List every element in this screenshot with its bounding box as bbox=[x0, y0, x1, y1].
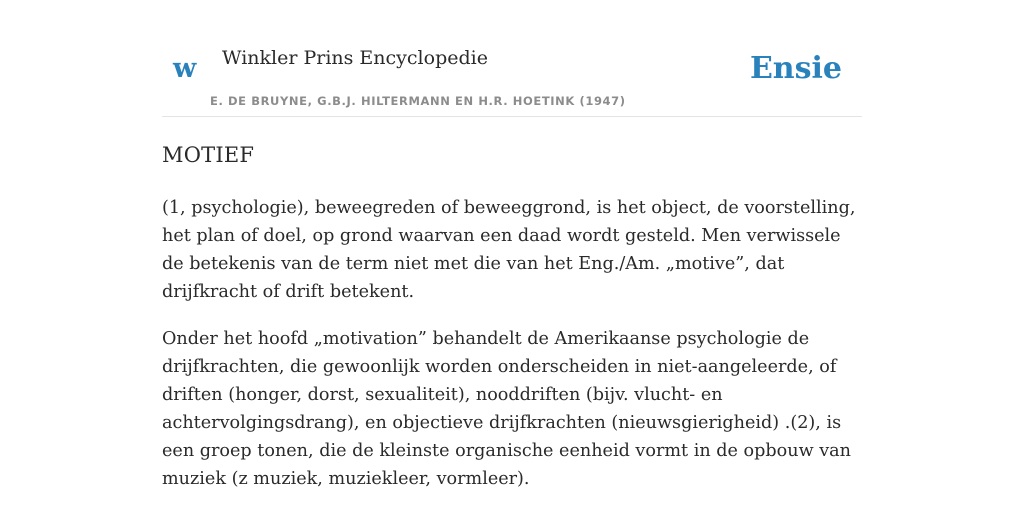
ensie-logo-link[interactable]: Ensie bbox=[749, 51, 842, 86]
article-body bbox=[162, 139, 862, 493]
article-title: MOTIEF bbox=[162, 143, 255, 167]
page-header bbox=[162, 0, 862, 117]
article-paragraph: (1, psychologie), beweegreden of beweeggrond, is het object, de voorstelling, het plan of doel, op grond waarvan een daad wordt gesteld. Men verwissele de betekenis van de term niet met die van het Eng./Am. „motive”, dat drijfkracht of drift betekent. bbox=[162, 198, 856, 302]
publication-authors: E. DE BRUYNE, G.B.J. HILTERMANN EN H.R. HOETINK (1947) bbox=[210, 94, 626, 108]
article-paragraph: Onder het hoofd „motivation” behandelt de Amerikaanse psychologie de drijfkrachten, die gewoonlijk worden onderscheiden in niet-aangeleerde, of driften (honger, dorst, sexualiteit), nooddriften (bijv. vlucht- en achtervolgingsdrang), en objectieve drijfkrachten (nieuwsgierigheid) .(2), is een groep tonen, die de kleinste organische eenheid vormt in de opbouw van muziek (z muziek, muziekleer, vormleer). bbox=[162, 329, 851, 489]
encyclopedia-logo-icon: w bbox=[173, 53, 197, 84]
publication-title[interactable]: Winkler Prins Encyclopedie bbox=[222, 47, 488, 69]
